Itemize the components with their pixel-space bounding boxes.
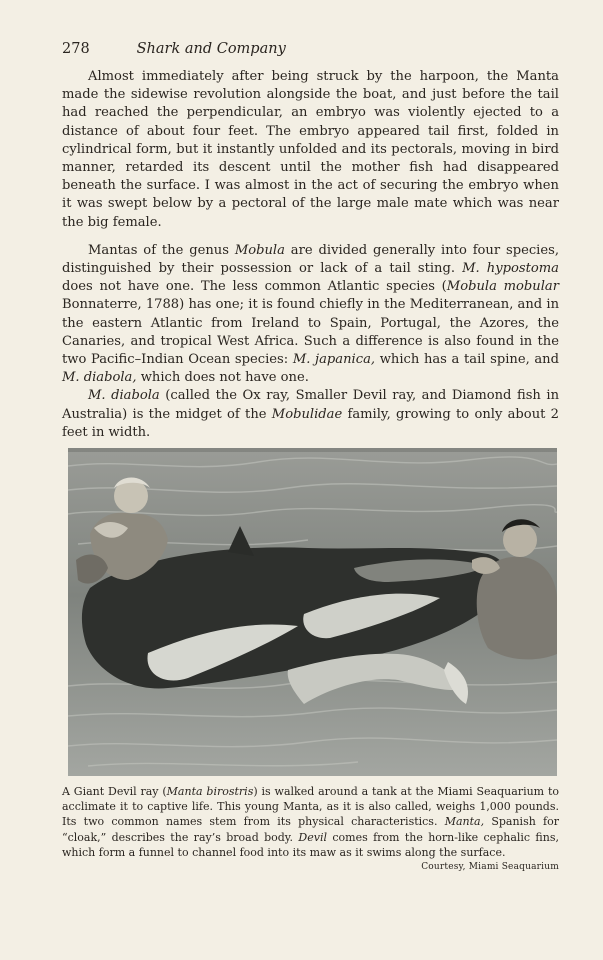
paragraph-harpoon: Almost immediately after being struck by the harpoon, the Manta made the sidewise revolution alongside the boat, and just before the tail had reached the perpendicular, an embryo was violently ejected to a distance of about four feet. The embryo appeared tail first, folded in cylindrical form, but it instantly unfolded and its pectorals, moving in bird manner, retarded its descent until the mother fish had disappeared beneath the surface. I was almost in the act of securing the embryo when it was swept below by a pectoral of the large male mate which was near the big female. xyxy=(62,69,559,230)
body-text xyxy=(62,68,559,442)
figure-caption: A Giant Devil ray (Manta birostris) is walked around a tank at the Miami Seaquarium to acclimate it to captive life. This young Manta, as it is also called, weighs 1,000 pounds. Its two common names stem from its physical characteristics. Manta, Spanish for “cloak,” describes the ray’s broad body. Devil comes from the horn-like cephalic fins, which form a funnel to channel food into its maw as it swims along the surface. xyxy=(62,785,560,859)
paragraph-mobula-species: Mantas of the genus Mobula are divided generally into four species, distinguished by their possession or lack of a tail sting. M. hypostoma does not have one. The less common Atlantic species (Mobula mobular Bonnaterre, 1788) has one; it is found chiefly in the Mediterranean, and in the eastern Atlantic from Ireland to Spain, Portugal, the Azores, the Canaries, and tropical West Africa. Such a difference is also found in the two Pacific–Indian Ocean species: M. japanica, which has a tail spine, and M. diabola, which does not have one. xyxy=(62,242,560,386)
page-header xyxy=(62,40,552,60)
running-title: Shark and Company xyxy=(136,41,286,57)
photo-credit: Courtesy, Miami Seaquarium xyxy=(421,862,559,872)
page-number: 278 xyxy=(62,41,90,57)
photo-devil-ray-tank xyxy=(68,448,557,776)
paragraph-diabola: M. diabola (called the Ox ray, Smaller Devil ray, and Diamond fish in Australia) is the midget of the Mobulidae family, growing to only about 2 feet in width. xyxy=(62,388,560,440)
